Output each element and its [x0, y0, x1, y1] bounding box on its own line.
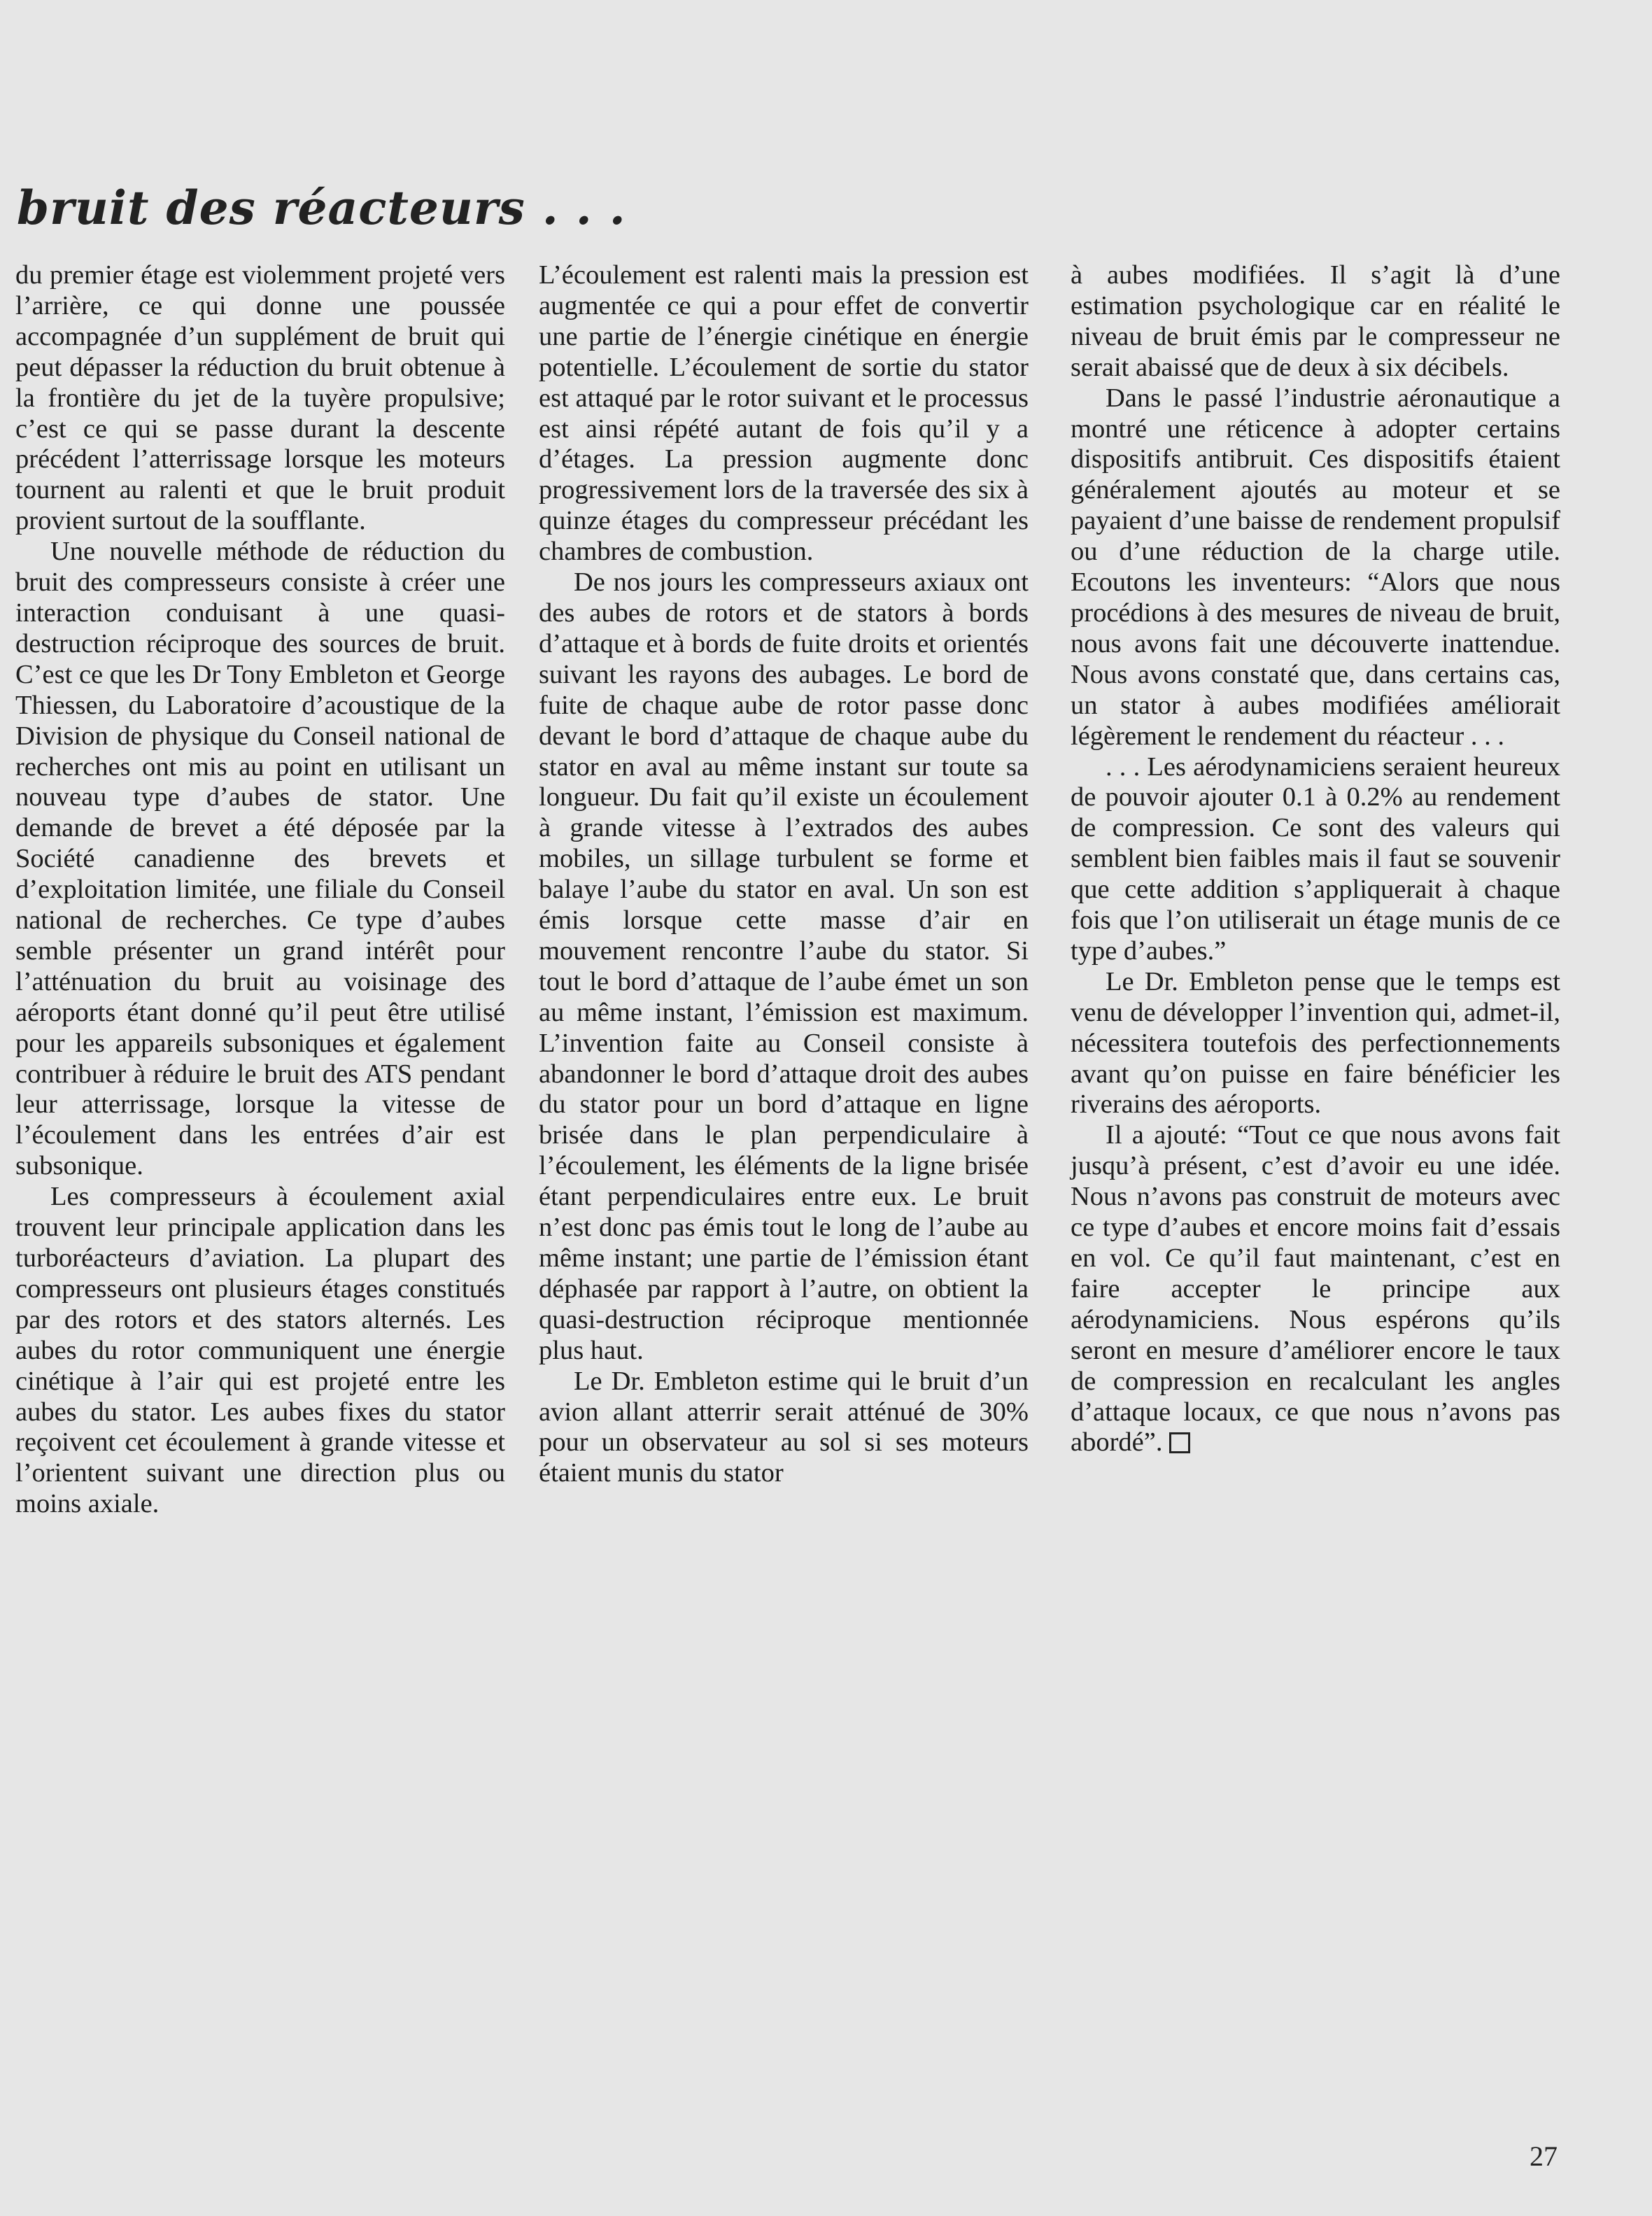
- paragraph: du premier étage est violemment projeté vers l’arrière, ce qui donne une poussée accompagnée d’un supplément de bruit qui peut dépasser la réduction du bruit obtenue à la frontière du jet de la tuyère propulsive; c’est ce qui se passe durant la descente précédent l’atterrissage lorsque les moteurs tournent au ralenti et que le bruit produit provient surtout de la soufflante.: [15, 260, 505, 536]
- paragraph: Le Dr. Embleton estime qui le bruit d’un avion allant atterrir serait atténué de 30% pour un observateur au sol si ses moteurs étaient munis du stator: [539, 1366, 1029, 1488]
- square-end-mark-icon: [1169, 1432, 1190, 1453]
- page-title: bruit des réacteurs . . .: [17, 181, 626, 235]
- paragraph: . . . Les aérodynamiciens seraient heureux de pouvoir ajouter 0.1 à 0.2% au rendement de compression. Ce sont des valeurs qui semblent bien faibles mais il faut se souvenir que cette addition s’appliquerait à chaque fois que l’on utiliserait un étage munis de ce type d’aubes.”: [1071, 751, 1560, 966]
- paragraph: Le Dr. Embleton pense que le temps est venu de développer l’invention qui, admet-il, nécessitera toutefois des perfectionnements avant qu’on puisse en faire bénéficier les riverains des aéroports.: [1071, 966, 1560, 1120]
- text-column-2: [539, 260, 1029, 1489]
- paragraph: Une nouvelle méthode de réduction du bruit des compresseurs consiste à créer une interaction conduisant à une quasi-destruction réciproque des sources de bruit. C’est ce que les Dr Tony Embleton et George Thiessen, du Laboratoire d’acoustique de la Division de physique du Conseil national de recherches ont mis au point en utilisant un nouveau type d’aubes de stator. Une demande de brevet a été déposée par la Société canadienne des brevets et d’exploitation limitée, une filiale du Conseil national de recherches. Ce type d’aubes semble présenter un grand intérêt pour l’atténuation du bruit au voisinage des aéroports étant donné qu’il peut être utilisé pour les appareils subsoniques et également contribuer à réduire le bruit des ATS pendant leur atterrissage, lorsque la vitesse de l’écoulement dans les entrées d’air est subsonique.: [15, 537, 505, 1181]
- text-column-1: [15, 260, 505, 1520]
- paragraph: Dans le passé l’industrie aéronautique a montré une réticence à adopter certains dispositifs antibruit. Ces dispositifs étaient généralement ajoutés au moteur et se payaient d’une baisse de rendement propulsif ou d’une réduction de la charge utile. Ecoutons les inventeurs: “Alors que nous procédions à des mesures de niveau de bruit, nous avons fait une découverte inattendue. Nous avons constaté que, dans certains cas, un stator à aubes modifiées améliorait légèrement le rendement du réacteur . . .: [1071, 383, 1560, 751]
- paragraph-final: [1071, 1120, 1560, 1458]
- paragraph: Les compresseurs à écoulement axial trouvent leur principale application dans les turboréacteurs d’aviation. La plupart des compresseurs ont plusieurs étages constitués par des rotors et des stators alternés. Les aubes du rotor communiquent une énergie cinétique à l’air qui est projeté entre les aubes du stator. Les aubes fixes du stator reçoivent cet écoulement à grande vitesse et l’orientent suivant une direction plus ou moins axiale.: [15, 1182, 505, 1519]
- paragraph-final-text: Il a ajouté: “Tout ce que nous avons fait jusqu’à présent, c’est d’avoir eu une idée. Nous n’avons pas construit de moteurs avec ce type d’aubes et encore moins fait d’essais en vol. Ce qu’il faut maintenant, c’est en faire accepter le principe aux aérodynamiciens. Nous espérons qu’ils seront en mesure d’améliorer encore le taux de compression en recalculant les angles d’attaque locaux, ce que nous n’avons pas abordé”.: [1071, 1120, 1560, 1458]
- text-column-3: [1071, 260, 1560, 1458]
- paragraph: De nos jours les compresseurs axiaux ont des aubes de rotors et de stators à bords d’attaque et à bords de fuite droits et orientés suivant les rayons des aubages. Le bord de fuite de chaque aube de rotor passe donc devant le bord d’attaque de chaque aube du stator en aval au même instant sur toute sa longueur. Du fait qu’il existe un écoulement à grande vitesse à l’extrados des aubes mobiles, un sillage turbulent se forme et balaye l’aube du stator en aval. Un son est émis lorsque cette masse d’air en mouvement rencontre l’aube du stator. Si tout le bord d’attaque de l’aube émet un son au même instant, l’émission est maximum. L’invention faite au Conseil consiste à abandonner le bord d’attaque droit des aubes du stator pour un bord d’attaque en ligne brisée dans le plan perpendiculaire à l’écoulement, les éléments de la ligne brisée étant perpendiculaires entre eux. Le bruit n’est donc pas émis tout le long de l’aube au même instant; une partie de l’émission étant déphasée par rapport à l’autre, on obtient la quasi-destruction réciproque mentionnée plus haut.: [539, 567, 1029, 1365]
- page-number: 27: [1530, 2140, 1558, 2172]
- paragraph: L’écoulement est ralenti mais la pression est augmentée ce qui a pour effet de convertir une partie de l’énergie cinétique en énergie potentielle. L’écoulement de sortie du stator est attaqué par le rotor suivant et le processus est ainsi répété autant de fois qu’il y a d’étages. La pression augmente donc progressivement lors de la traversée des six à quinze étages du compresseur précédant les chambres de combustion.: [539, 260, 1029, 567]
- paragraph: à aubes modifiées. Il s’agit là d’une estimation psychologique car en réalité le niveau de bruit émis par le compresseur ne serait abaissé que de deux à six décibels.: [1071, 260, 1560, 382]
